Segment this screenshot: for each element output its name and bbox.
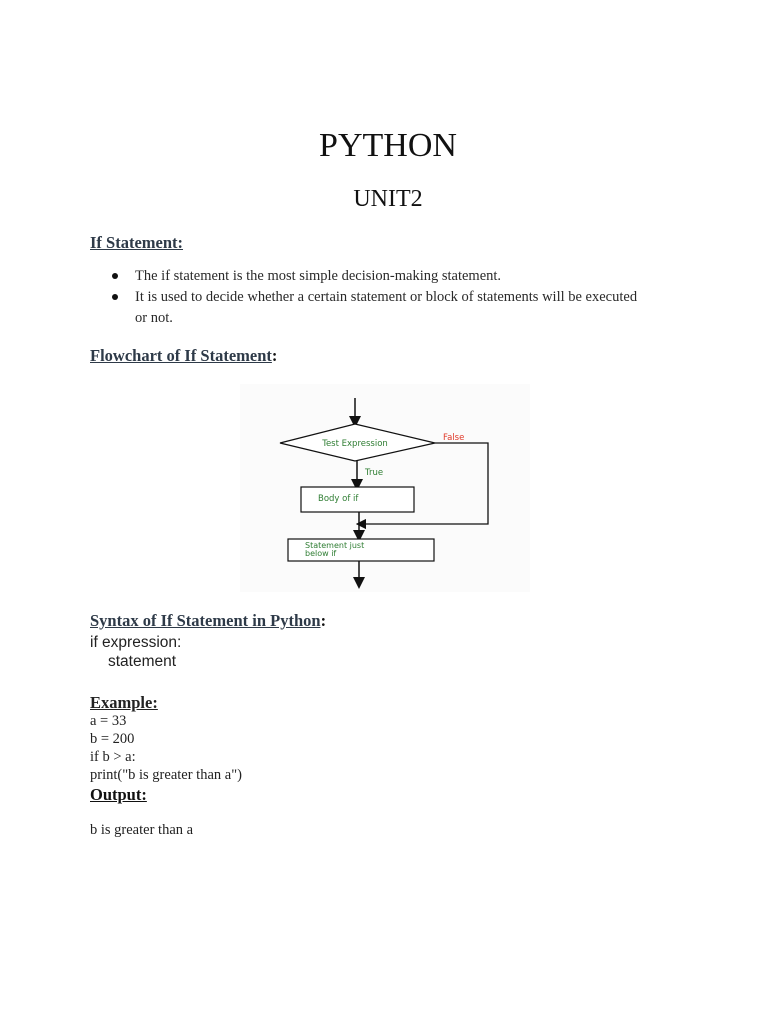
bullet-icon: [112, 273, 118, 279]
output-heading-text: Output:: [90, 785, 147, 804]
if-statement-heading-text: If Statement:: [90, 233, 184, 252]
next-statement-label-line2: below if: [305, 549, 337, 558]
page-subtitle: UNIT2: [353, 186, 423, 212]
example-heading: [90, 693, 158, 713]
syntax-line: statement: [108, 653, 177, 670]
list-item-text: The if statement is the most simple decision-making statement.: [135, 268, 502, 284]
syntax-block: [90, 633, 181, 671]
flowchart-heading-text: Flowchart of If Statement: [90, 346, 272, 365]
body-label: Body of if: [318, 494, 359, 504]
condition-label: Test Expression: [322, 439, 388, 449]
output-heading: [90, 785, 147, 805]
syntax-heading: [90, 611, 326, 631]
if-statement-heading: [90, 233, 183, 253]
example-code-block: [90, 712, 242, 784]
flowchart-heading: [90, 346, 277, 366]
flowchart-heading-colon: :: [271, 346, 278, 365]
code-line: b = 200: [90, 731, 135, 747]
true-label: True: [365, 468, 384, 478]
next-statement-label-line1: Statement just: [305, 541, 365, 550]
syntax-heading-text: Syntax of If Statement in Python: [90, 611, 321, 630]
output-text: b is greater than a: [90, 822, 194, 838]
code-line: print("b is greater than a"): [90, 767, 242, 783]
list-item: [90, 266, 650, 287]
if-flowchart-diagram: [240, 384, 530, 592]
list-item: [90, 287, 650, 329]
code-line: a = 33: [90, 713, 127, 729]
list-item-text: It is used to decide whether a certain statement or block of statements will be executed or not.: [135, 289, 638, 326]
false-label: False: [443, 433, 465, 443]
page-title: PYTHON: [319, 127, 457, 164]
bullet-icon: [112, 294, 118, 300]
syntax-line: if expression:: [90, 634, 182, 651]
code-line: if b > a:: [90, 749, 136, 765]
if-statement-bullet-list: [90, 266, 650, 329]
syntax-heading-colon: :: [320, 611, 327, 630]
example-heading-text: Example:: [90, 693, 158, 712]
